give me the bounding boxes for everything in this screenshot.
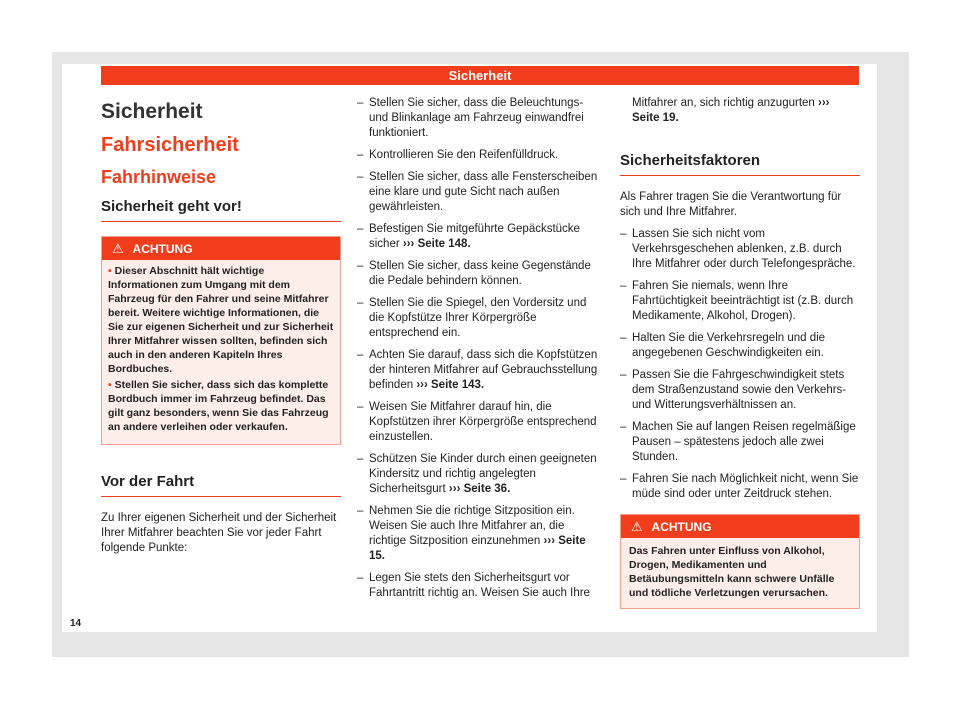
checklist-item: – Schützen Sie Kinder durch einen geeigneten Kindersitz und richtig angelegten Sicherheitsgurt ››› Seite 36. [357,453,597,495]
dash-icon: – [357,297,364,309]
warning-triangle-icon: ⚠ [112,241,124,256]
checklist-item: – Stellen Sie sicher, dass die Beleuchtungs- und Blinkanlage am Fahrzeug einwandfrei funktioniert. [357,97,584,139]
safety-intro: Als Fahrer tragen Sie die Verantwortung für sich und Ihre Mitfahrer. [620,191,842,218]
warning-header [102,237,340,260]
bullet-icon: • [108,379,112,391]
checklist-item: – Achten Sie darauf, dass sich die Kopfstützen der hinteren Mitfahrer auf Gebrauchsstellung befinden ››› Seite 143. [357,349,598,391]
checklist-item: – Kontrollieren Sie den Reifenfülldruck. [357,149,559,161]
safety-list [620,227,860,502]
checklist-item: – Legen Sie stets den Sicherheitsgurt vor Fahrtantritt richtig an. Weisen Sie auch Ihre [357,572,590,599]
safety-item: – Machen Sie auf langen Reisen regelmäßige Pausen – spätestens jedoch alle zwei Stunden. [620,421,856,463]
dash-icon: – [620,473,627,485]
intro-paragraph: Zu Ihrer eigenen Sicherheit und der Sicherheit Ihrer Mitfahrer beachten Sie vor jeder Fahrt folgende Punkte: [101,512,337,554]
warning-body: Das Fahren unter Einfluss von Alkohol, Drogen, Medikamenten und Betäubungsmitteln kann schwere Unfälle und tödliche Verletzungen verursachen. [629,545,835,599]
page-reference-link[interactable]: ››› Seite 148. [402,238,471,250]
dash-icon: – [357,453,364,465]
column-middle [357,96,601,608]
page-reference-link[interactable]: ››› Seite 19. [632,97,830,124]
page-number: 14 [70,618,82,629]
safety-item: – Fahren Sie nach Möglichkeit nicht, wenn Sie müde sind oder unter Zeitdruck stehen. [620,473,859,500]
section-heading-before-driving: Vor der Fahrt [101,473,341,497]
running-header: Sicherheit [101,66,859,85]
checklist-item: – Stellen Sie sicher, dass keine Gegenstände die Pedale behindern können. [357,260,591,287]
checklist-item: – Nehmen Sie die richtige Sitzposition ein. Weisen Sie auch Ihre Mitfahrer an, die richtige Sitzposition einzunehmen ››› Seite 15. [357,505,586,562]
warning-label: ACHTUNG [132,242,193,256]
checklist-item: – Stellen Sie sicher, dass alle Fensterscheiben eine klare und gute Sicht nach außen gewährleisten. [357,171,598,213]
page-reference-link[interactable]: ››› Seite 143. [416,379,485,391]
safety-item: – Halten Sie die Verkehrsregeln und die angegebenen Geschwindigkeiten ein. [620,332,826,359]
warning-bullet: • Stellen Sie sicher, dass sich das komplette Bordbuch immer im Fahrzeug befindet. Das gilt ganz besonders, wenn Sie das Fahrzeug an andere verleihen oder verkaufen. [108,379,329,433]
dash-icon: – [620,228,627,240]
dash-icon: – [357,260,364,272]
warning-label: ACHTUNG [651,520,712,534]
dash-icon: – [620,280,627,292]
chapter-subtitle: Fahrsicherheit [101,134,239,156]
dash-icon: – [357,171,364,183]
continued-paragraph: Mitfahrer an, sich richtig anzugurten ››› Seite 19. [632,97,830,124]
dash-icon: – [357,505,364,517]
warning-triangle-icon: ⚠ [631,519,643,534]
warning-bullet: • Dieser Abschnitt hält wichtige Informationen zum Umgang mit dem Fahrzeug für den Fahrer und seine Mitfahrer bereit. Weitere wichtige Informationen, die Sie zur eigenen Sicherheit und zur Sicherheit Ihrer Mitfahrer wissen sollten, befinden sich auch in den anderen Kapiteln Ihres Bordbuches. [108,265,334,375]
checklist-item: – Stellen Sie die Spiegel, den Vordersitz und die Kopfstütze Ihrer Körpergröße entsprechend ein. [357,297,587,339]
subsection-heading: Sicherheit geht vor! [101,198,341,222]
page-reference-link[interactable]: ››› Seite 15. [369,535,586,562]
safety-item: – Fahren Sie niemals, wenn Ihre Fahrtüchtigkeit beeinträchtigt ist (z.B. durch Medikamente, Alkohol, Drogen). [620,280,854,322]
dash-icon: – [620,332,627,344]
dash-icon: – [620,369,627,381]
safety-item: – Passen Sie die Fahrgeschwindigkeit stets dem Straßenzustand sowie den Verkehrs- und Witterungsverhältnissen an. [620,369,847,411]
dash-icon: – [357,349,364,361]
safety-item: – Lassen Sie sich nicht vom Verkehrsgeschehen ablenken, z.B. durch Ihre Mitfahrer oder durch Telefongespräche. [620,228,856,270]
dash-icon: – [357,572,364,584]
bullet-icon: • [108,265,112,277]
checklist-item: – Weisen Sie Mitfahrer darauf hin, die Kopfstützen ihrer Körpergröße entsprechend einzustellen. [357,401,597,443]
warning-box [101,236,341,445]
warning-box-alcohol [620,514,860,609]
section-title: Fahrhinweise [101,167,217,187]
section-heading-safety-factors: Sicherheitsfaktoren [620,152,860,176]
warning-header [621,515,859,538]
warning-body [102,260,340,444]
dash-icon: – [357,223,364,235]
checklist-item: – Befestigen Sie mitgeführte Gepäckstücke sicher ››› Seite 148. [357,223,580,250]
page-reference-link[interactable]: ››› Seite 36. [448,483,511,495]
dash-icon: – [357,149,364,161]
dash-icon: – [357,401,364,413]
column-right [620,96,860,609]
column-left [101,96,341,556]
dash-icon: – [620,421,627,433]
chapter-title: Sicherheit [101,100,203,123]
dash-icon: – [357,97,364,109]
checklist [357,96,601,601]
